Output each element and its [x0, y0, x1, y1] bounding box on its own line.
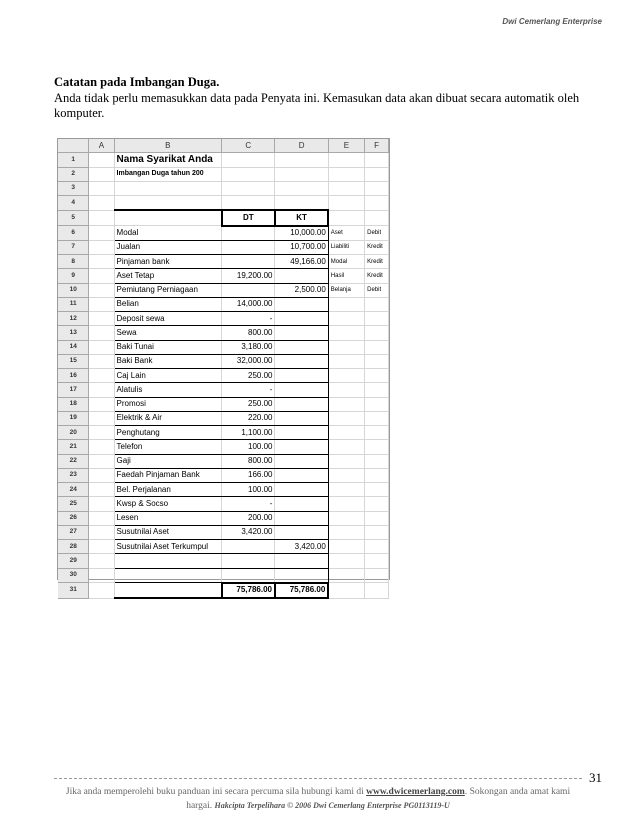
cell-b: Lesen [114, 511, 222, 525]
sheet-row [58, 454, 389, 468]
sheet-row [58, 312, 389, 326]
dt-header: DT [222, 210, 275, 225]
cell-type [328, 153, 364, 167]
header-brand: Dwi Cemerlang Enterprise [502, 17, 602, 26]
cell-dt [222, 196, 275, 211]
cell-kt [275, 411, 328, 425]
cell-side [365, 383, 389, 397]
cell-side [365, 525, 389, 539]
cell-type [328, 583, 364, 598]
cell-side: Kredit [365, 255, 389, 269]
cell-dt [222, 240, 275, 254]
cell-a [89, 167, 114, 181]
cell-kt: 10,000.00 [275, 226, 328, 241]
row-number: 21 [58, 440, 89, 454]
cell-type [328, 210, 364, 225]
cell-b: Penghutang [114, 426, 222, 440]
cell-a [89, 210, 114, 225]
cell-a [89, 255, 114, 269]
page-number: 31 [589, 770, 602, 785]
row-number: 8 [58, 255, 89, 269]
cell-side [365, 554, 389, 568]
cell-type [328, 383, 364, 397]
cell-side [365, 297, 389, 311]
spreadsheet-image [57, 138, 390, 595]
sheet-subtitle: Imbangan Duga tahun 200 [114, 167, 222, 181]
cell-side [365, 454, 389, 468]
cell-side [365, 312, 389, 326]
cell-dt [222, 554, 275, 568]
cell-kt [275, 525, 328, 539]
cell-type [328, 440, 364, 454]
company-name: Nama Syarikat Anda [114, 153, 222, 167]
cell-dt: 100.00 [222, 483, 275, 497]
cell-type [328, 326, 364, 340]
kt-header: KT [275, 210, 328, 225]
cell-kt: 49,166.00 [275, 255, 328, 269]
cell-a [89, 326, 114, 340]
cell-dt [222, 283, 275, 297]
cell-a [89, 511, 114, 525]
cell-type [328, 497, 364, 511]
row-number: 10 [58, 283, 89, 297]
sheet-row [58, 483, 389, 497]
sheet-row [58, 167, 389, 181]
cell-kt [275, 354, 328, 368]
cell-kt [275, 383, 328, 397]
cell-type [328, 167, 364, 181]
cell-a [89, 483, 114, 497]
cell-side [365, 210, 389, 225]
cell-b: Telefon [114, 440, 222, 454]
cell-side: Kredit [365, 269, 389, 283]
cell-side [365, 326, 389, 340]
cell-dt: 1,100.00 [222, 426, 275, 440]
sheet-row [58, 340, 389, 354]
cell-type [328, 297, 364, 311]
cell-b: Belian [114, 297, 222, 311]
row-number: 17 [58, 383, 89, 397]
row-number: 16 [58, 369, 89, 383]
cell-side [365, 468, 389, 482]
cell-dt [222, 255, 275, 269]
footer-text-before: Jika anda memperolehi buku panduan ini secara percuma sila hubungi kami di [65, 787, 367, 797]
cell-dt [222, 167, 275, 181]
sheet-row [58, 525, 389, 539]
sheet-row [58, 226, 389, 241]
cell-a [89, 153, 114, 167]
cell-b: Baki Tunai [114, 340, 222, 354]
cell-side [365, 369, 389, 383]
sheet-row [58, 440, 389, 454]
cell-a [89, 181, 114, 195]
cell-side: Debit [365, 283, 389, 297]
cell-b [114, 181, 222, 195]
cell-type: Modal [328, 255, 364, 269]
cell-type: Belanja [328, 283, 364, 297]
cell-side [365, 397, 389, 411]
cell-dt: 200.00 [222, 511, 275, 525]
cell-type [328, 454, 364, 468]
row-number: 2 [58, 167, 89, 181]
cell-a [89, 196, 114, 211]
row-number: 29 [58, 554, 89, 568]
cell-side [365, 411, 389, 425]
column-header: E [328, 139, 364, 153]
cell-a [89, 240, 114, 254]
cell-dt: 19,200.00 [222, 269, 275, 283]
cell-a [89, 383, 114, 397]
cell-type [328, 181, 364, 195]
sheet-row [58, 383, 389, 397]
sheet-row [58, 468, 389, 482]
footer-website-link[interactable]: www.dwicemerlang.com [366, 787, 465, 797]
sheet-row [58, 181, 389, 195]
cell-kt: 3,420.00 [275, 540, 328, 554]
row-number: 30 [58, 568, 89, 583]
cell-dt [222, 181, 275, 195]
cell-a [89, 568, 114, 583]
cell-kt [275, 511, 328, 525]
cell-type [328, 525, 364, 539]
cell-a [89, 554, 114, 568]
cell-dt: 3,420.00 [222, 525, 275, 539]
corner-cell [58, 139, 89, 153]
cell-b: Pinjaman bank [114, 255, 222, 269]
cell-side [365, 440, 389, 454]
cell-dt: 3,180.00 [222, 340, 275, 354]
cell-a [89, 411, 114, 425]
row-number: 3 [58, 181, 89, 195]
sheet-row [58, 568, 389, 583]
row-number: 13 [58, 326, 89, 340]
cell-kt [275, 340, 328, 354]
footer-divider [54, 778, 582, 779]
cell-b: Kwsp & Socso [114, 497, 222, 511]
cell-kt [275, 468, 328, 482]
row-number: 27 [58, 525, 89, 539]
cell-type [328, 568, 364, 583]
cell-side [365, 196, 389, 211]
cell-a [89, 426, 114, 440]
cell-a [89, 454, 114, 468]
cell-type [328, 340, 364, 354]
cell-kt: 10,700.00 [275, 240, 328, 254]
cell-a [89, 340, 114, 354]
cell-dt: 250.00 [222, 369, 275, 383]
row-number: 23 [58, 468, 89, 482]
sheet-row [58, 583, 389, 598]
cell-b: Modal [114, 226, 222, 241]
row-number: 15 [58, 354, 89, 368]
sheet-row [58, 411, 389, 425]
sheet-row [58, 540, 389, 554]
cell-kt [275, 269, 328, 283]
cell-dt: 220.00 [222, 411, 275, 425]
sheet-row [58, 497, 389, 511]
cell-side [365, 354, 389, 368]
cell-b: Aset Tetap [114, 269, 222, 283]
cell-kt [275, 167, 328, 181]
sheet-row [58, 369, 389, 383]
cell-type [328, 196, 364, 211]
cell-b [114, 568, 222, 583]
cell-side [365, 153, 389, 167]
column-header: A [89, 139, 114, 153]
cell-type [328, 312, 364, 326]
cell-kt [275, 181, 328, 195]
cell-kt [275, 554, 328, 568]
cell-side [365, 483, 389, 497]
cell-kt [275, 153, 328, 167]
footer-text-after: . Sokongan anda amat kami hargai. [186, 787, 571, 811]
cell-type: Liabiliti [328, 240, 364, 254]
cell-a [89, 497, 114, 511]
cell-kt [275, 196, 328, 211]
cell-side [365, 167, 389, 181]
cell-kt [275, 369, 328, 383]
row-number: 22 [58, 454, 89, 468]
cell-b: Deposit sewa [114, 312, 222, 326]
cell-b: Bel. Perjalanan [114, 483, 222, 497]
cell-dt: 14,000.00 [222, 297, 275, 311]
column-header: F [365, 139, 389, 153]
row-number: 9 [58, 269, 89, 283]
row-number: 7 [58, 240, 89, 254]
footer-note [54, 786, 582, 813]
row-number: 14 [58, 340, 89, 354]
cell-type: Hasil [328, 269, 364, 283]
cell-b: Gaji [114, 454, 222, 468]
sheet-row [58, 210, 389, 225]
cell-b [114, 583, 222, 598]
cell-side [365, 340, 389, 354]
cell-b: Promosi [114, 397, 222, 411]
row-number: 1 [58, 153, 89, 167]
cell-a [89, 468, 114, 482]
cell-side [365, 181, 389, 195]
cell-a [89, 297, 114, 311]
section-body: Anda tidak perlu memasukkan data pada Penyata ini. Kemasukan data akan dibuat secara automatik oleh komputer. [54, 91, 580, 120]
cell-kt [275, 568, 328, 583]
sheet-row [58, 255, 389, 269]
cell-kt [275, 312, 328, 326]
cell-dt: - [222, 383, 275, 397]
row-number: 4 [58, 196, 89, 211]
cell-side: Debit [365, 226, 389, 241]
sheet-row [58, 153, 389, 167]
cell-side [365, 511, 389, 525]
cell-a [89, 540, 114, 554]
cell-dt [222, 226, 275, 241]
sheet-row [58, 196, 389, 211]
cell-a [89, 283, 114, 297]
cell-a [89, 354, 114, 368]
sheet-row [58, 269, 389, 283]
row-number: 18 [58, 397, 89, 411]
cell-kt: 2,500.00 [275, 283, 328, 297]
cell-type [328, 411, 364, 425]
cell-b: Sewa [114, 326, 222, 340]
kt-total: 75,786.00 [275, 583, 328, 598]
cell-dt: 800.00 [222, 326, 275, 340]
row-number: 24 [58, 483, 89, 497]
sheet-row [58, 354, 389, 368]
cell-b [114, 554, 222, 568]
cell-kt [275, 397, 328, 411]
cell-kt [275, 440, 328, 454]
cell-b: Susutnilai Aset [114, 525, 222, 539]
cell-type [328, 511, 364, 525]
column-header: C [222, 139, 275, 153]
cell-a [89, 269, 114, 283]
cell-side [365, 426, 389, 440]
cell-type [328, 468, 364, 482]
cell-dt: 32,000.00 [222, 354, 275, 368]
cell-type [328, 426, 364, 440]
row-number: 20 [58, 426, 89, 440]
cell-kt [275, 297, 328, 311]
cell-dt: - [222, 312, 275, 326]
column-header: B [114, 139, 222, 153]
footer-copyright: Hakcipta Terpelihara © 2006 Dwi Cemerlang Enterprise PG0113119-U [214, 801, 450, 810]
row-number: 25 [58, 497, 89, 511]
cell-a [89, 440, 114, 454]
sheet-row [58, 240, 389, 254]
section-title: Catatan pada Imbangan Duga. [54, 75, 220, 89]
cell-dt: - [222, 497, 275, 511]
row-number: 26 [58, 511, 89, 525]
sheet-row [58, 297, 389, 311]
cell-b: Alatulis [114, 383, 222, 397]
dt-total: 75,786.00 [222, 583, 275, 598]
trial-balance-table [58, 139, 389, 599]
cell-b: Pemiutang Perniagaan [114, 283, 222, 297]
cell-b [114, 196, 222, 211]
row-number: 5 [58, 210, 89, 225]
cell-a [89, 583, 114, 598]
cell-a [89, 312, 114, 326]
cell-dt: 250.00 [222, 397, 275, 411]
cell-side [365, 568, 389, 583]
cell-dt: 100.00 [222, 440, 275, 454]
cell-kt [275, 497, 328, 511]
cell-dt [222, 540, 275, 554]
sheet-row [58, 326, 389, 340]
row-number: 28 [58, 540, 89, 554]
row-number: 12 [58, 312, 89, 326]
row-number: 11 [58, 297, 89, 311]
cell-type [328, 397, 364, 411]
cell-type [328, 554, 364, 568]
cell-side [365, 540, 389, 554]
sheet-row [58, 397, 389, 411]
cell-type [328, 483, 364, 497]
cell-type [328, 540, 364, 554]
sheet-row [58, 283, 389, 297]
cell-side [365, 583, 389, 598]
cell-b: Caj Lain [114, 369, 222, 383]
cell-kt [275, 483, 328, 497]
cell-b: Elektrik & Air [114, 411, 222, 425]
cell-b: Jualan [114, 240, 222, 254]
cell-b: Baki Bank [114, 354, 222, 368]
cell-a [89, 525, 114, 539]
cell-type: Aset [328, 226, 364, 241]
cell-type [328, 369, 364, 383]
cell-b [114, 210, 222, 225]
cell-side: Kredit [365, 240, 389, 254]
sheet-row [58, 426, 389, 440]
cell-a [89, 369, 114, 383]
cell-kt [275, 426, 328, 440]
column-header: D [275, 139, 328, 153]
row-number: 31 [58, 583, 89, 598]
cell-kt [275, 454, 328, 468]
cell-type [328, 354, 364, 368]
cell-kt [275, 326, 328, 340]
cell-dt [222, 153, 275, 167]
row-number: 19 [58, 411, 89, 425]
cell-a [89, 226, 114, 241]
cell-dt: 166.00 [222, 468, 275, 482]
cell-dt [222, 568, 275, 583]
cell-dt: 800.00 [222, 454, 275, 468]
sheet-row [58, 511, 389, 525]
cell-a [89, 397, 114, 411]
cell-b: Faedah Pinjaman Bank [114, 468, 222, 482]
cell-side [365, 497, 389, 511]
cell-b: Susutnilai Aset Terkumpul [114, 540, 222, 554]
sheet-row [58, 554, 389, 568]
column-header-row [58, 139, 389, 153]
row-number: 6 [58, 226, 89, 241]
